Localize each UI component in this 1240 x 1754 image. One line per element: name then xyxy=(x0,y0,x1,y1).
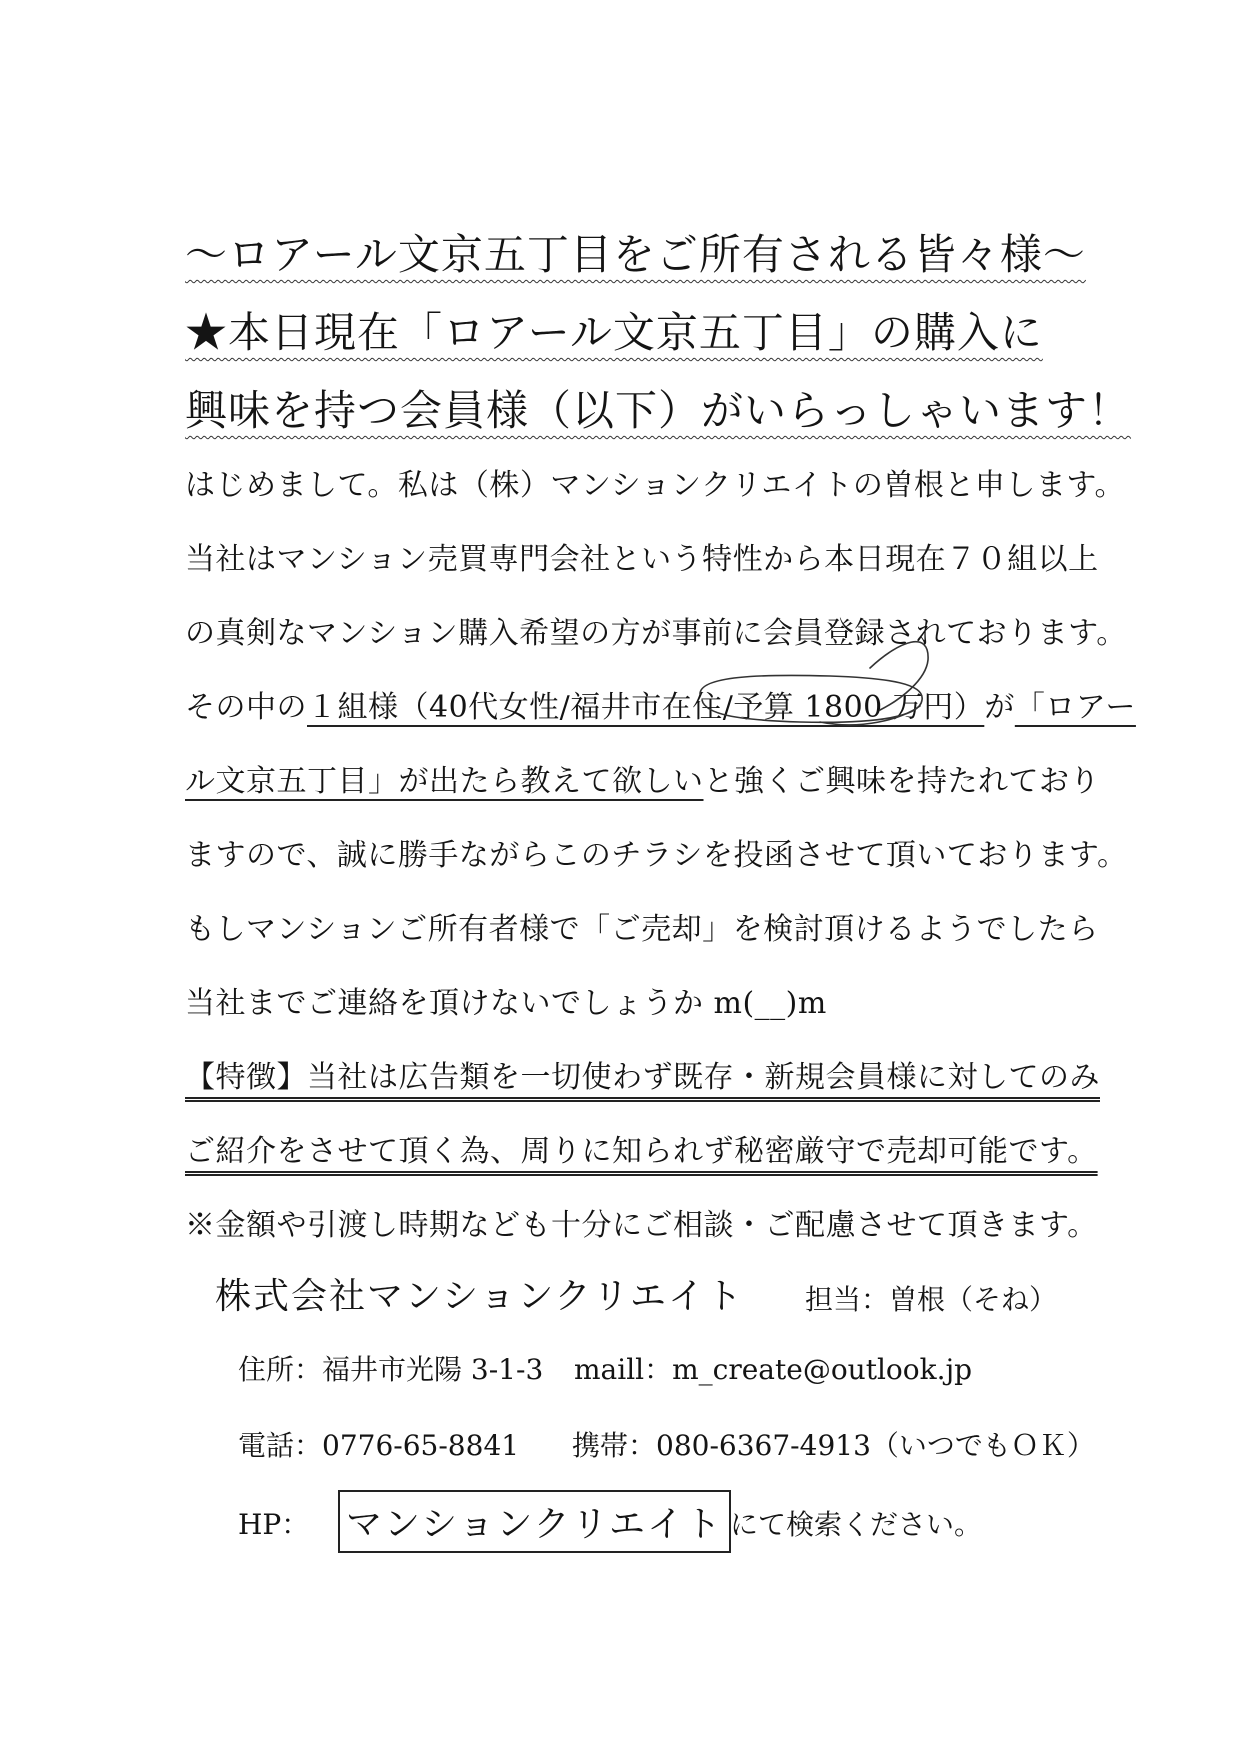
hp-search-term: マンションクリエイト xyxy=(338,1490,731,1553)
body-paragraph-4 xyxy=(185,682,1136,726)
body-paragraph-1: はじめまして。私は（株）マンションクリエイトの曽根と申します。 xyxy=(185,468,1125,503)
body-text: と強くご興味を持たれており xyxy=(703,764,1100,799)
body-paragraph-3: の真剣なマンション購入希望の方が事前に会員登録されております。 xyxy=(185,616,1127,651)
body-text: その中の xyxy=(185,690,307,725)
body-paragraph-7: もしマンションご所有者様で「ご売却」を検討頂けるようでしたら xyxy=(185,912,1099,947)
feature-line-2: ご紹介をさせて頂く為、周りに知られず秘密厳守で売却可能です。 xyxy=(185,1134,1098,1169)
body-paragraph-6: ますので、誠に勝手ながらこのチラシを投函させて頂いております。 xyxy=(185,838,1128,873)
email: maill：m_create@outlook.jp xyxy=(574,1353,973,1386)
address: 住所：福井市光陽 3-1-3 xyxy=(238,1353,544,1386)
property-name-underlined: 「ロアー xyxy=(1014,690,1136,725)
hp-label: HP： xyxy=(238,1508,310,1541)
body-paragraph-8: 当社までご連絡を頂けないでしょうか m(__)m xyxy=(185,986,827,1021)
note-line: ※金額や引渡し時期なども十分にご相談・ご配慮させて頂きます。 xyxy=(185,1208,1098,1243)
hp-suffix: にて検索ください。 xyxy=(730,1508,983,1541)
body-text: が xyxy=(984,690,1015,725)
company-name: 株式会社マンションクリエイト xyxy=(215,1276,744,1317)
phone: 電話：0776-65-8841 xyxy=(238,1429,520,1462)
buyer-profile-underlined: １組様（40代女性/福井市在住/予算 1800 万円） xyxy=(307,690,985,725)
hp-search-box xyxy=(338,1490,731,1553)
heading-line-2: ★本日現在「ロアール文京五丁目」の購入に xyxy=(185,308,1043,357)
staff-name: 担当：曽根（そね） xyxy=(805,1283,1058,1316)
heading-line-3: 興味を持つ会員様（以下）がいらっしゃいます！ xyxy=(185,386,1132,435)
body-paragraph-2: 当社はマンション売買専門会社という特性から本日現在７０組以上 xyxy=(185,542,1099,577)
request-underlined: ル文京五丁目」が出たら教えて欲しい xyxy=(185,764,704,799)
body-paragraph-5 xyxy=(185,756,1100,800)
heading-line-1: ～ロアール文京五丁目をご所有される皆々様～ xyxy=(185,230,1086,279)
feature-line-1: 【特徴】当社は広告類を一切使わず既存・新規会員様に対してのみ xyxy=(185,1060,1100,1095)
mobile-phone: 携帯：080-6367-4913（いつでもＯＫ） xyxy=(572,1429,1095,1462)
